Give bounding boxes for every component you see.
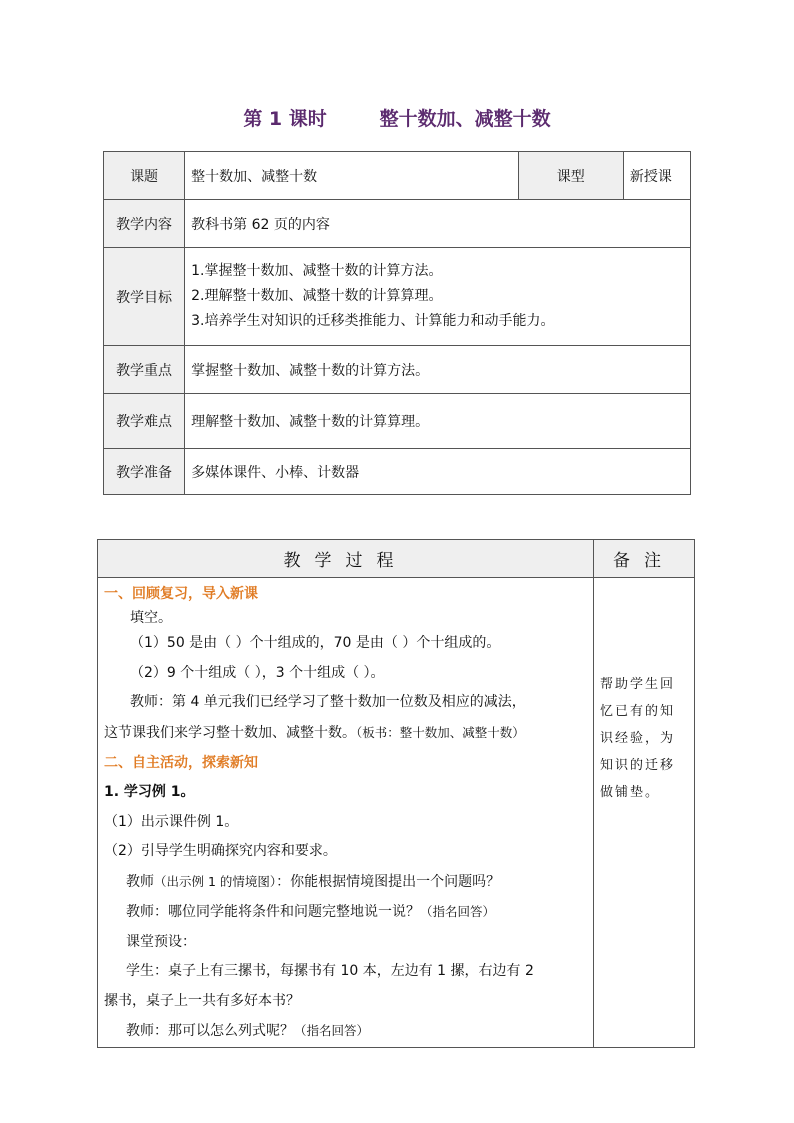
page-title: 第 1 课时 整十数加、减整十数: [243, 108, 551, 130]
paragraph: [104, 867, 587, 898]
process-content: [98, 578, 594, 1048]
note-text: 帮助学生回忆已有的知识经验，为知识的迁移做铺垫。: [600, 677, 676, 800]
paragraph: 学生：桌子上有三摞书，每摞书有 10 本，左边有 1 摞，右边有 2: [126, 963, 534, 979]
content-label: 教学内容: [104, 200, 185, 248]
text-span: ：你能根据情境图提出一个问题吗？: [276, 873, 501, 890]
subsection-heading: 1. 学习例 1。: [104, 784, 195, 800]
type-label: 课型: [518, 152, 623, 200]
topic-value: 整十数加、减整十数: [185, 152, 519, 200]
section-heading: 二、自主活动，探索新知: [104, 755, 258, 771]
paragraph: （1）出示课件例 1。: [104, 813, 239, 830]
text-span: 教师: [126, 873, 154, 890]
text-span: 教师：那可以怎么列式呢？: [126, 1023, 294, 1039]
parenthetical: （指名回答）: [294, 1023, 370, 1038]
lesson-info-table: [103, 151, 691, 495]
prep-value: 多媒体课件、小棒、计数器: [185, 449, 691, 495]
paragraph: [104, 897, 587, 928]
type-value: 新授课: [623, 152, 690, 200]
board-note: （板书：整十数加、减整十数）: [356, 724, 525, 740]
goal-item: 3.培养学生对知识的迁移类推能力、计算能力和动手能力。: [191, 313, 555, 329]
goals-label: 教学目标: [104, 248, 185, 346]
content-value: 教科书第 62 页的内容: [185, 200, 691, 248]
difficulty-row: [104, 394, 691, 449]
prep-row: [104, 449, 691, 495]
paragraph: （2）引导学生明确探究内容和要求。: [104, 843, 337, 859]
topic-row: [104, 152, 691, 200]
teaching-process-table: [97, 539, 695, 1048]
paragraph: 填空。: [130, 610, 172, 626]
note-header: 备注: [594, 540, 695, 578]
process-header: 教学过程: [98, 540, 594, 578]
difficulty-value: 理解整十数加、减整十数的计算算理。: [185, 394, 691, 449]
goals-cell: [185, 248, 691, 346]
prep-label: 教学准备: [104, 449, 185, 495]
paragraph: （1）50 是由（ ）个十组成的，70 是由（ ）个十组成的。: [130, 635, 501, 651]
section-heading: 一、回顾复习，导入新课: [104, 586, 258, 602]
process-header-row: [98, 540, 695, 578]
paragraph: 课堂预设：: [126, 933, 196, 950]
process-body-row: [98, 578, 695, 1048]
goals-row: [104, 248, 691, 346]
content-row: [104, 200, 691, 248]
difficulty-label: 教学难点: [104, 394, 185, 449]
paragraph: [104, 718, 587, 749]
key-row: [104, 346, 691, 394]
topic-label: 课题: [104, 152, 185, 200]
paragraph: （2）9 个十组成（ ），3 个十组成（ ）。: [130, 664, 385, 681]
goal-item: 1.掌握整十数加、减整十数的计算方法。: [191, 263, 443, 279]
parenthetical: （出示例 1 的情境图）: [154, 873, 277, 889]
text-span: 这节课我们来学习整十数加、减整十数。: [104, 724, 356, 741]
note-cell: [594, 578, 695, 1048]
paragraph: [104, 1016, 587, 1047]
goal-item: 2.理解整十数加、减整十数的计算算理。: [191, 288, 443, 304]
key-value: 掌握整十数加、减整十数的计算方法。: [185, 346, 691, 394]
parenthetical: （指名回答）: [420, 904, 496, 919]
paragraph: 教师：第 4 单元我们已经学习了整十数加一位数及相应的减法，: [130, 694, 526, 710]
text-span: 教师：哪位同学能将条件和问题完整地说一说？: [126, 904, 420, 920]
key-label: 教学重点: [104, 346, 185, 394]
paragraph: 摞书，桌子上一共有多好本书？: [104, 992, 300, 1009]
